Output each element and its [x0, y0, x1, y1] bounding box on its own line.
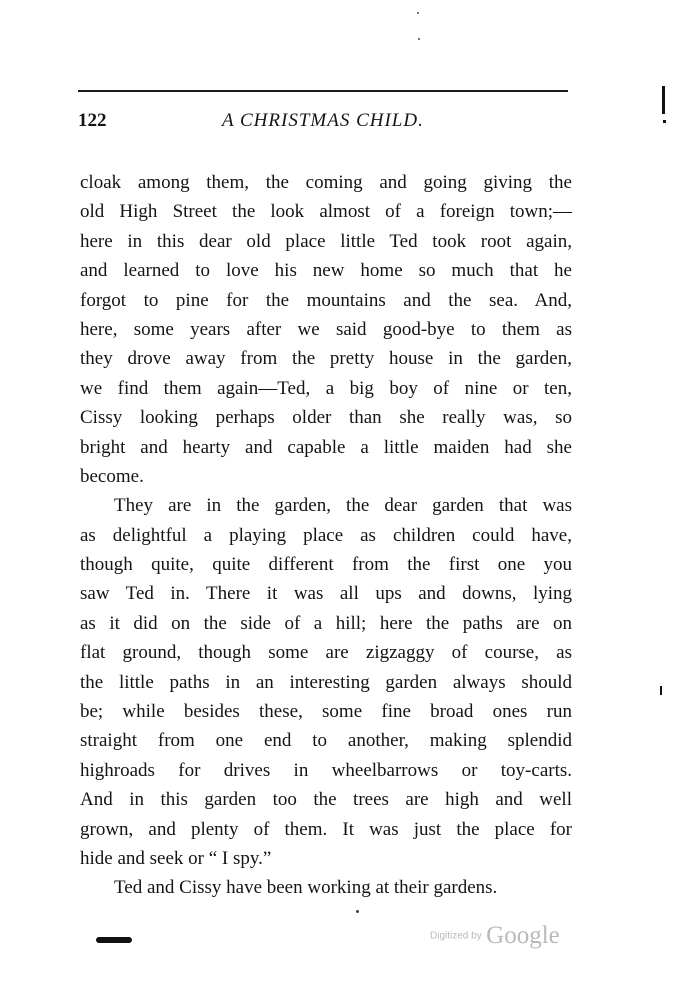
body-text	[80, 168, 572, 903]
text-line: become.	[80, 465, 144, 487]
text-line: highroads for drives in wheelbarrows or toy-carts.	[80, 759, 572, 781]
gutter-mark	[662, 86, 665, 114]
text-line: the little paths in an interesting garden always should	[80, 671, 572, 693]
speck	[418, 38, 420, 40]
text-line: Cissy looking perhaps older than she really was, so	[80, 407, 572, 429]
text-line: and learned to love his new home so much that he	[80, 260, 572, 282]
gutter-mark	[663, 120, 666, 123]
text-line: They are in the garden, the dear garden that was	[114, 495, 572, 517]
speck	[417, 12, 419, 14]
text-line: as it did on the side of a hill; here the paths are on	[80, 612, 572, 634]
page-number: 122	[78, 110, 107, 131]
text-line: as delightful a playing place as children could have,	[80, 524, 572, 546]
text-line: be; while besides these, some fine broad ones run	[80, 701, 572, 723]
running-title: A CHRISTMAS CHILD.	[222, 110, 424, 131]
speck	[356, 910, 359, 913]
text-line: grown, and plenty of them. It was just the place for	[80, 818, 572, 840]
watermark-prefix: Digitized by	[430, 930, 482, 942]
text-line: flat ground, though some are zigzaggy of course, as	[80, 642, 572, 664]
scan-mark	[96, 937, 132, 943]
page-header	[78, 110, 572, 136]
watermark	[430, 922, 560, 950]
text-line: here in this dear old place little Ted took root again,	[80, 230, 572, 252]
text-line: bright and hearty and capable a little maiden had she	[80, 436, 572, 458]
text-line: here, some years after we said good-bye to them as	[80, 318, 572, 340]
watermark-brand: Google	[486, 922, 560, 949]
text-line: saw Ted in. There it was all ups and downs, lying	[80, 583, 572, 605]
text-line: forgot to pine for the mountains and the sea. And,	[80, 289, 572, 311]
header-rule	[78, 90, 568, 92]
text-line: old High Street the look almost of a foreign town;—	[80, 201, 572, 223]
text-line: straight from one end to another, making splendid	[80, 730, 572, 752]
text-line: And in this garden too the trees are high and well	[80, 789, 572, 811]
text-line: Ted and Cissy have been working at their gardens.	[114, 877, 498, 899]
text-line: though quite, quite different from the first one you	[80, 554, 572, 576]
text-line: they drove away from the pretty house in the garden,	[80, 348, 572, 370]
text-line: we find them again—Ted, a big boy of nine or ten,	[80, 377, 572, 399]
text-line: cloak among them, the coming and going giving the	[80, 172, 572, 193]
gutter-mark	[660, 686, 662, 695]
text-line: hide and seek or “ I spy.”	[80, 847, 272, 869]
